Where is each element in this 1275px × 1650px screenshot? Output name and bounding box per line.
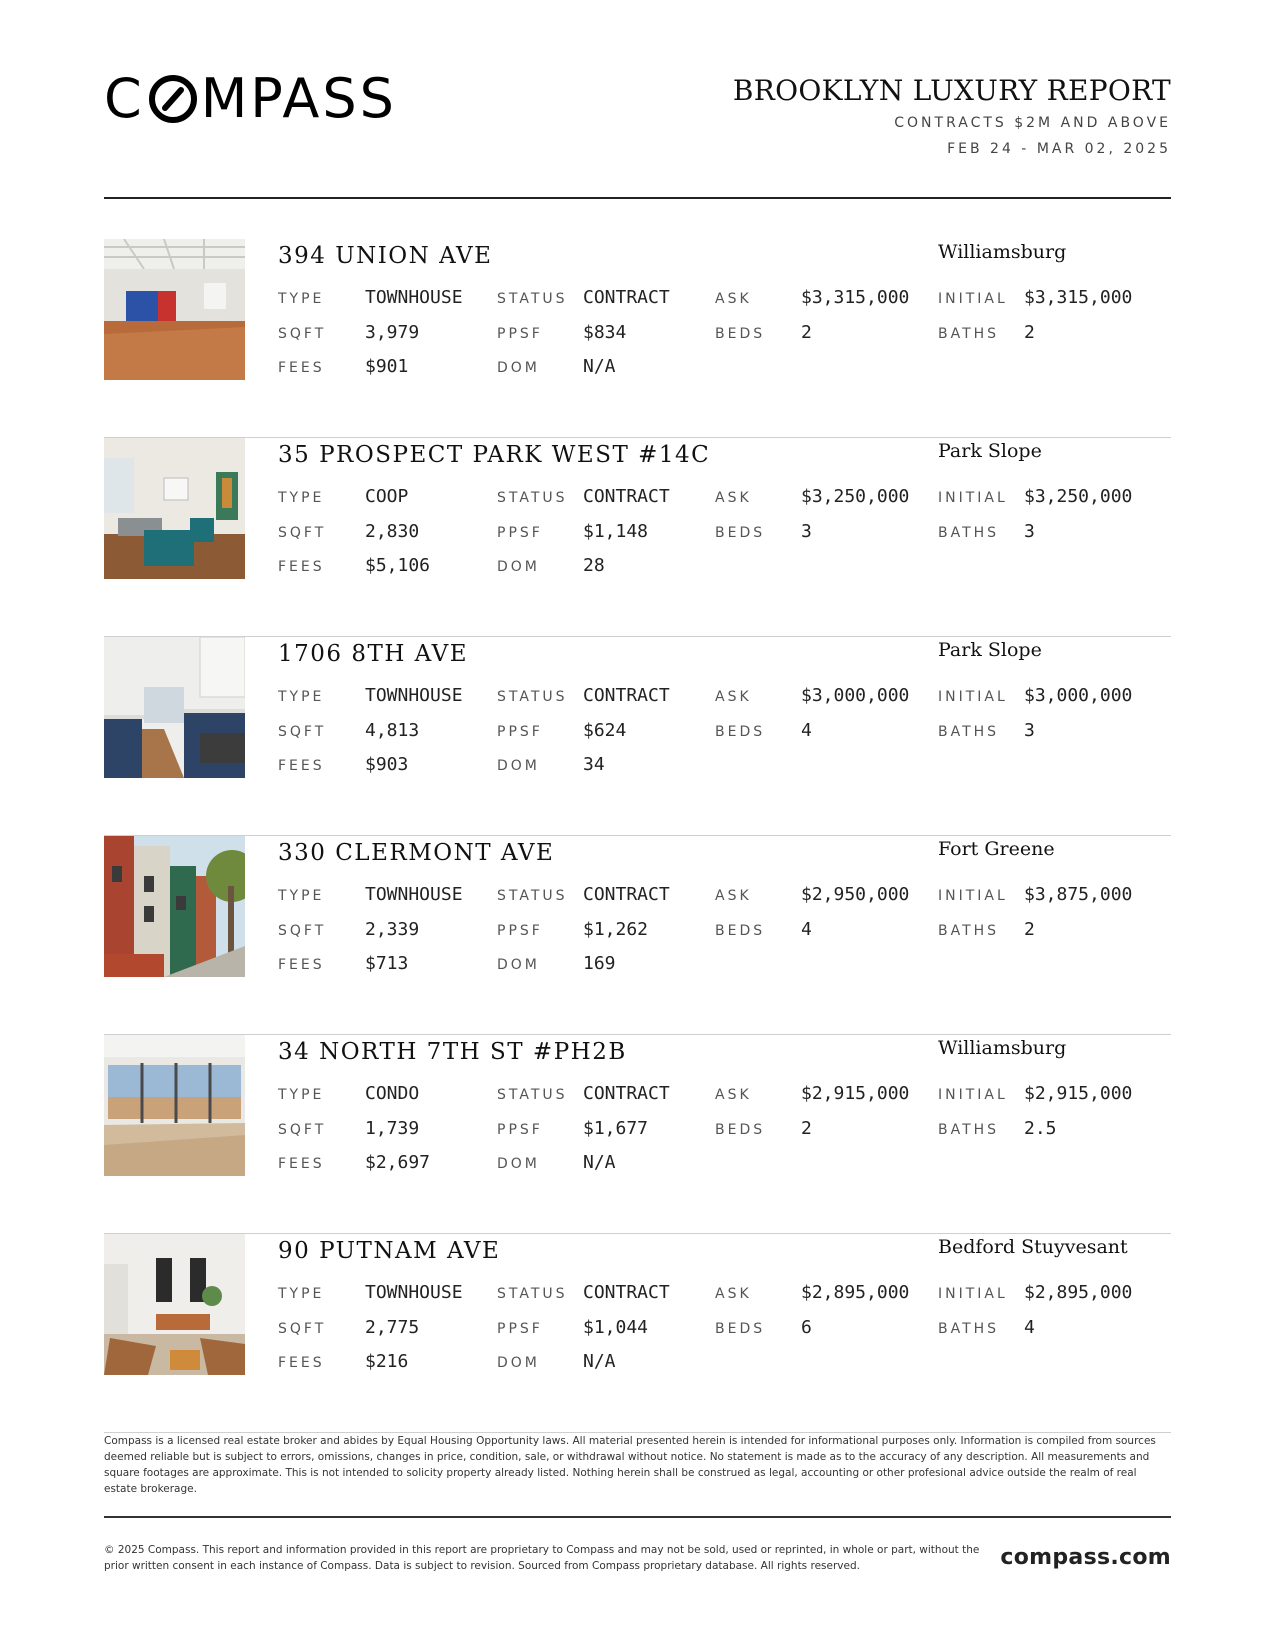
ask-value: $2,915,000	[801, 1083, 910, 1104]
listing-neighborhood: Park Slope	[938, 440, 1042, 462]
ask-value: $3,250,000	[801, 486, 910, 507]
initial-label: INITIAL	[938, 888, 1008, 904]
sqft-value: 1,739	[365, 1117, 420, 1139]
listing-photo	[104, 438, 245, 579]
listing-photo	[104, 1234, 245, 1375]
baths-label: BATHS	[938, 1121, 1000, 1138]
fees-value: $5,106	[365, 555, 431, 576]
fees-value: $901	[365, 356, 409, 377]
sqft-label: SQFT	[278, 1121, 327, 1138]
beds-value: 4	[801, 918, 812, 940]
baths-label: BATHS	[938, 524, 1000, 541]
status-label: STATUS	[497, 1286, 568, 1302]
listing-photo	[104, 836, 245, 977]
initial-label: INITIAL	[938, 1087, 1008, 1103]
listing-item	[104, 836, 1171, 1035]
listing-details	[278, 687, 1171, 791]
fees-value: $2,697	[365, 1152, 431, 1173]
listing-neighborhood: Fort Greene	[938, 838, 1055, 860]
logo-letters-mpass: MPASS	[200, 67, 397, 130]
ask-label: ASK	[715, 689, 752, 705]
beds-value: 2	[801, 321, 812, 343]
baths-label: BATHS	[938, 1320, 1000, 1337]
website-link[interactable]: compass.com	[1000, 1545, 1171, 1570]
initial-value: $2,895,000	[1024, 1282, 1133, 1303]
ppsf-value: $624	[583, 719, 627, 741]
ppsf-value: $1,148	[583, 520, 649, 542]
dom-label: DOM	[497, 758, 540, 774]
initial-value: $3,000,000	[1024, 685, 1133, 706]
beds-value: 3	[801, 520, 812, 542]
status-value: CONTRACT	[583, 1083, 670, 1104]
compass-o-icon	[146, 74, 200, 124]
type-label: TYPE	[278, 291, 325, 307]
report-date-range: FEB 24 - MAR 02, 2025	[947, 141, 1171, 157]
ppsf-label: PPSF	[497, 524, 543, 541]
initial-label: INITIAL	[938, 291, 1008, 307]
type-label: TYPE	[278, 689, 325, 705]
listing-photo	[104, 637, 245, 778]
type-value: COOP	[365, 486, 409, 507]
type-label: TYPE	[278, 1286, 325, 1302]
dom-label: DOM	[497, 360, 540, 376]
sqft-label: SQFT	[278, 922, 327, 939]
ask-label: ASK	[715, 291, 752, 307]
status-label: STATUS	[497, 689, 568, 705]
baths-value: 2	[1024, 321, 1035, 343]
sqft-label: SQFT	[278, 325, 327, 342]
report-subtitle: CONTRACTS $2M AND ABOVE	[894, 115, 1171, 131]
status-value: CONTRACT	[583, 685, 670, 706]
baths-value: 3	[1024, 719, 1035, 741]
fees-label: FEES	[278, 1156, 325, 1172]
listing-neighborhood: Bedford Stuyvesant	[938, 1236, 1128, 1258]
ask-label: ASK	[715, 888, 752, 904]
baths-value: 2.5	[1024, 1117, 1057, 1139]
baths-value: 4	[1024, 1316, 1035, 1338]
listing-item	[104, 239, 1171, 438]
initial-label: INITIAL	[938, 1286, 1008, 1302]
type-value: TOWNHOUSE	[365, 884, 463, 905]
baths-label: BATHS	[938, 325, 1000, 342]
sqft-value: 3,979	[365, 321, 420, 343]
sqft-value: 2,775	[365, 1316, 420, 1338]
listing-item	[104, 1234, 1171, 1433]
listing-details	[278, 1085, 1171, 1189]
listing-details	[278, 289, 1171, 393]
dom-value: 28	[583, 555, 605, 576]
sqft-value: 2,339	[365, 918, 420, 940]
listing-address: 1706 8TH AVE	[278, 641, 469, 667]
status-value: CONTRACT	[583, 884, 670, 905]
listing-neighborhood: Park Slope	[938, 639, 1042, 661]
initial-label: INITIAL	[938, 689, 1008, 705]
status-label: STATUS	[497, 1087, 568, 1103]
listing-item	[104, 438, 1171, 637]
beds-label: BEDS	[715, 922, 766, 939]
baths-value: 2	[1024, 918, 1035, 940]
status-label: STATUS	[497, 291, 568, 307]
ppsf-value: $1,262	[583, 918, 649, 940]
ask-label: ASK	[715, 490, 752, 506]
initial-label: INITIAL	[938, 490, 1008, 506]
header-divider	[104, 197, 1171, 199]
beds-label: BEDS	[715, 1121, 766, 1138]
type-value: CONDO	[365, 1083, 420, 1104]
dom-value: N/A	[583, 356, 616, 377]
dom-label: DOM	[497, 1156, 540, 1172]
ppsf-label: PPSF	[497, 723, 543, 740]
listing-neighborhood: Williamsburg	[938, 1037, 1067, 1059]
beds-value: 2	[801, 1117, 812, 1139]
listing-photo	[104, 239, 245, 380]
listing-details	[278, 1284, 1171, 1388]
ask-label: ASK	[715, 1087, 752, 1103]
ask-value: $2,950,000	[801, 884, 910, 905]
fees-value: $903	[365, 754, 409, 775]
report-title: BROOKLYN LUXURY REPORT	[732, 74, 1171, 107]
status-value: CONTRACT	[583, 1282, 670, 1303]
sqft-label: SQFT	[278, 1320, 327, 1337]
listing-details	[278, 488, 1171, 592]
sqft-label: SQFT	[278, 524, 327, 541]
footer-divider	[104, 1516, 1171, 1518]
dom-label: DOM	[497, 957, 540, 973]
type-label: TYPE	[278, 490, 325, 506]
beds-label: BEDS	[715, 1320, 766, 1337]
compass-logo	[104, 67, 397, 130]
fees-label: FEES	[278, 1355, 325, 1371]
ppsf-value: $834	[583, 321, 627, 343]
fees-label: FEES	[278, 758, 325, 774]
sqft-value: 4,813	[365, 719, 420, 741]
listing-item	[104, 637, 1171, 836]
listing-address: 35 PROSPECT PARK WEST #14C	[278, 442, 711, 468]
type-label: TYPE	[278, 1087, 325, 1103]
status-label: STATUS	[497, 888, 568, 904]
logo-letter-c: C	[104, 67, 145, 130]
baths-label: BATHS	[938, 922, 1000, 939]
dom-value: 169	[583, 953, 616, 974]
ppsf-value: $1,677	[583, 1117, 649, 1139]
listing-details	[278, 886, 1171, 990]
dom-value: 34	[583, 754, 605, 775]
disclaimer-text: Compass is a licensed real estate broker and abides by Equal Housing Opportunity laws. All material presented herein is intended for informational purposes only. Information is compiled from sources deemed reliable but is subject to errors, omissions, changes in price, condition, sale, or withdrawal without notice. No statement is made as to the accuracy of any description. All measurements and square footages are approximate. This is not intended to solicity property already listed. Nothing herein shall be construed as legal, accounting or other profesional advice outside the realm of real estate brokerage.	[104, 1435, 1156, 1495]
listing-item	[104, 1035, 1171, 1234]
status-value: CONTRACT	[583, 287, 670, 308]
ppsf-label: PPSF	[497, 922, 543, 939]
type-value: TOWNHOUSE	[365, 1282, 463, 1303]
baths-value: 3	[1024, 520, 1035, 542]
listing-address: 394 UNION AVE	[278, 243, 493, 269]
beds-value: 4	[801, 719, 812, 741]
fees-label: FEES	[278, 360, 325, 376]
listing-photo	[104, 1035, 245, 1176]
sqft-value: 2,830	[365, 520, 420, 542]
listing-address: 330 CLERMONT AVE	[278, 840, 555, 866]
sqft-label: SQFT	[278, 723, 327, 740]
type-label: TYPE	[278, 888, 325, 904]
ask-label: ASK	[715, 1286, 752, 1302]
report-header	[733, 74, 1171, 157]
baths-label: BATHS	[938, 723, 1000, 740]
initial-value: $3,875,000	[1024, 884, 1133, 905]
ask-value: $3,000,000	[801, 685, 910, 706]
beds-label: BEDS	[715, 723, 766, 740]
listing-address: 34 NORTH 7TH ST #PH2B	[278, 1039, 627, 1065]
copyright-text: © 2025 Compass. This report and information provided in this report are proprietary to Compass and may not be sold, used or reprinted, in whole or part, without the prior written consent in each instance of Compass. Data is subject to revision. Sourced from Compass proprietary database. All rights reserved.	[104, 1544, 980, 1572]
fees-label: FEES	[278, 957, 325, 973]
listing-list	[104, 239, 1171, 1433]
fees-label: FEES	[278, 559, 325, 575]
status-value: CONTRACT	[583, 486, 670, 507]
type-value: TOWNHOUSE	[365, 685, 463, 706]
fees-value: $216	[365, 1351, 409, 1372]
type-value: TOWNHOUSE	[365, 287, 463, 308]
ppsf-label: PPSF	[497, 1320, 543, 1337]
initial-value: $3,315,000	[1024, 287, 1133, 308]
ppsf-label: PPSF	[497, 325, 543, 342]
fees-value: $713	[365, 953, 409, 974]
beds-label: BEDS	[715, 325, 766, 342]
status-label: STATUS	[497, 490, 568, 506]
ask-value: $2,895,000	[801, 1282, 910, 1303]
initial-value: $2,915,000	[1024, 1083, 1133, 1104]
dom-value: N/A	[583, 1351, 616, 1372]
ppsf-value: $1,044	[583, 1316, 649, 1338]
ask-value: $3,315,000	[801, 287, 910, 308]
listing-neighborhood: Williamsburg	[938, 241, 1067, 263]
listing-address: 90 PUTNAM AVE	[278, 1238, 501, 1264]
beds-value: 6	[801, 1316, 812, 1338]
ppsf-label: PPSF	[497, 1121, 543, 1138]
dom-label: DOM	[497, 1355, 540, 1371]
dom-label: DOM	[497, 559, 540, 575]
beds-label: BEDS	[715, 524, 766, 541]
dom-value: N/A	[583, 1152, 616, 1173]
initial-value: $3,250,000	[1024, 486, 1133, 507]
